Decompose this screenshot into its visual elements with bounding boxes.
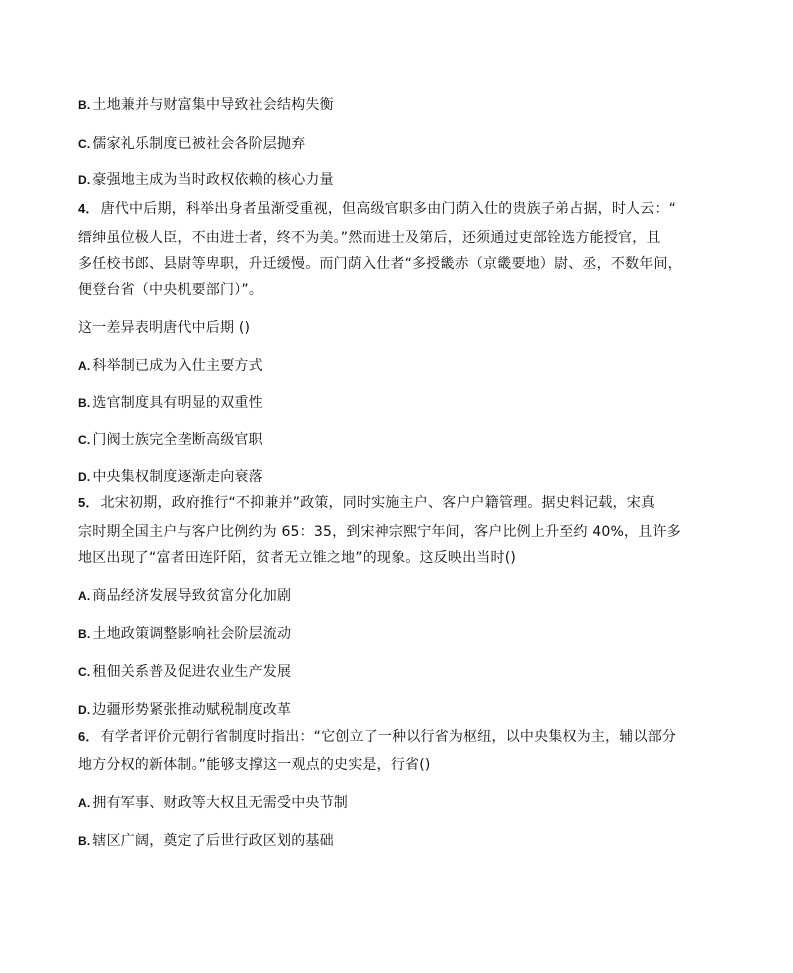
option-label: B. (78, 98, 91, 112)
q4-question (78, 319, 250, 337)
q5-stem-line-2 (78, 523, 681, 541)
option-text: 中央集权制度逐渐走向衰落 (92, 469, 263, 485)
q4-option-b (78, 394, 263, 412)
option-text: 儒家礼乐制度已被社会各阶层抛弃 (92, 136, 306, 152)
option-label: D. (78, 703, 91, 717)
option-text: 土地政策调整影响社会阶层流动 (92, 626, 292, 642)
q4-stem-line-4 (78, 281, 263, 299)
q5-option-a (78, 587, 291, 605)
option-label: B. (78, 627, 91, 641)
q6-stem-line-2 (78, 756, 431, 774)
option-text: 商品经济发展导致贫富分化加剧 (92, 588, 292, 604)
q4-option-d (78, 468, 263, 486)
question-number: 6． (78, 729, 99, 744)
option-text: 土地兼并与财富集中导致社会结构失衡 (92, 97, 334, 113)
question-text: 便登台省（中央机要部门）”。 (78, 282, 264, 298)
q4-stem-line-3 (78, 255, 682, 273)
option-text: 辖区广阔，奠定了后世行政区划的基础 (92, 833, 334, 849)
q3-option-c (78, 135, 305, 153)
q6-option-b (78, 832, 334, 850)
option-label: B. (78, 396, 91, 410)
option-text: 租佃关系普及促进农业生产发展 (92, 664, 292, 680)
option-label: B. (78, 834, 91, 848)
question-number: 4． (78, 201, 99, 216)
q6-stem-line-1 (78, 728, 676, 746)
option-text: 科举制已成为入仕主要方式 (92, 358, 263, 374)
option-text: 拥有军事、财政等大权且无需受中央节制 (92, 795, 349, 811)
option-label: C. (78, 433, 91, 447)
option-label: A. (78, 589, 91, 603)
q4-stem-line-2 (78, 229, 661, 247)
q6-option-a (78, 794, 348, 812)
option-text: 豪强地主成为当时政权依赖的核心力量 (92, 172, 334, 188)
option-label: C. (78, 137, 91, 151)
question-text: 宗时期全国主户与客户比例约为 65：35，到宋神宗熙宁年间，客户比例上升至约 40%，且许多 (78, 524, 681, 540)
option-label: A. (78, 796, 91, 810)
q3-option-b (78, 96, 334, 114)
q5-option-b (78, 625, 291, 643)
q5-stem-line-1 (78, 494, 655, 512)
option-label: D. (78, 470, 91, 484)
q4-option-a (78, 357, 263, 375)
option-label: C. (78, 665, 91, 679)
q3-option-d (78, 171, 334, 189)
question-text: 唐代中后期，科举出身者虽渐受重视，但高级官职多由门荫入仕的贵族子弟占据，时人云：“ (100, 201, 677, 217)
q5-option-c (78, 663, 291, 681)
question-prompt: 这一差异表明唐代中后期 () (78, 320, 251, 336)
question-number: 5． (78, 495, 99, 510)
q5-stem-line-3 (78, 549, 516, 567)
option-text: 选官制度具有明显的双重性 (92, 395, 263, 411)
question-text: 有学者评价元朝行省制度时指出：“它创立了一种以行省为枢纽，以中央集权为主，辅以部分 (100, 729, 677, 745)
option-text: 门阀士族完全垄断高级官职 (92, 432, 263, 448)
q4-stem-line-1 (78, 200, 676, 218)
question-text: 地方分权的新体制。”能够支撑这一观点的史实是，行省() (78, 757, 431, 773)
question-text: 缙绅虽位极人臣，不由进士者，终不为美。”然而进士及第后，还须通过吏部铨选方能授官，且 (78, 230, 661, 246)
q4-option-c (78, 431, 263, 449)
option-text: 边疆形势紧张推动赋税制度改革 (92, 702, 292, 718)
question-text: 北宋初期，政府推行“不抑兼并”政策，同时实施主户、客户户籍管理。据史料记载，宋真 (100, 495, 656, 511)
option-label: D. (78, 173, 91, 187)
option-label: A. (78, 359, 91, 373)
question-text: 地区出现了“富者田连阡陌，贫者无立锥之地”的现象。这反映出当时() (78, 550, 517, 566)
q5-option-d (78, 701, 291, 719)
question-text: 多任校书郎、县尉等卑职，升迁缓慢。而门荫入仕者“多授畿赤（京畿要地）尉、丞，不数年间， (78, 256, 682, 272)
